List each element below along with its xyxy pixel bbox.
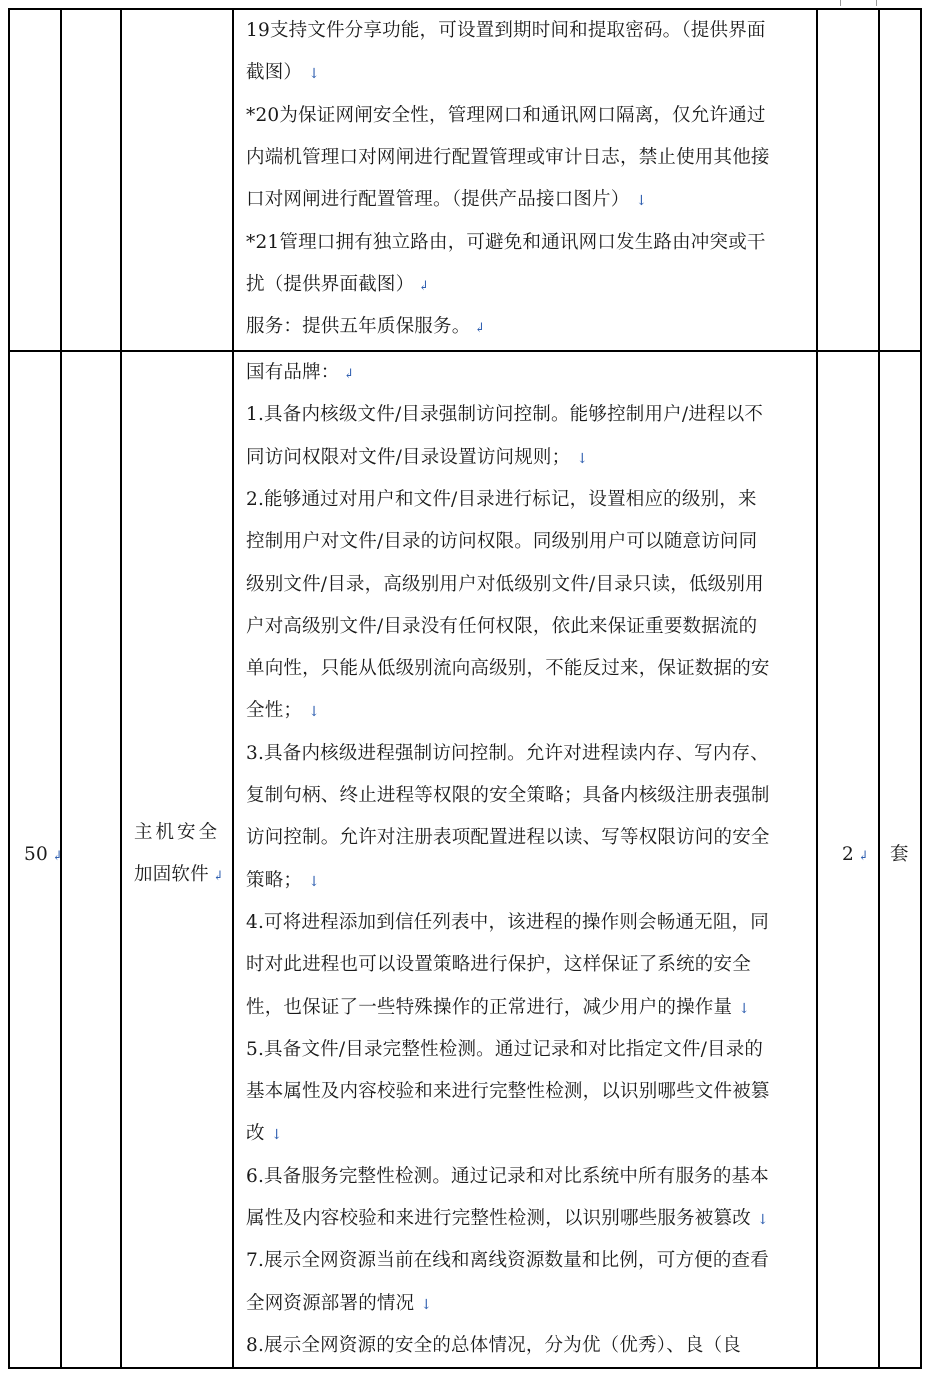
item-unit-value: 套 [890, 844, 909, 865]
requirement-text: 截图） [246, 62, 303, 84]
requirement-text: 全网资源部署的情况 [246, 1292, 415, 1314]
requirement-line [246, 690, 320, 733]
requirement-line [246, 817, 770, 859]
paragraph-mark-icon: ↲ [212, 869, 224, 885]
requirement-line [246, 944, 751, 986]
item-name [134, 812, 224, 899]
requirement-text: 级别文件/目录，高级别用户对低级别文件/目录只读，低级别用 [246, 573, 764, 595]
requirement-line [246, 352, 355, 396]
line-break-mark-icon: ↓ [576, 450, 589, 467]
requirement-text: 控制用户对文件/目录的访问权限。同级别用户可以随意访问同 [246, 531, 758, 553]
requirement-line [246, 437, 588, 480]
requirement-text: 复制句柄、终止进程等权限的安全策略；具备内核级注册表强制 [246, 785, 770, 806]
line-break-mark-icon: ↓ [308, 873, 321, 890]
requirement-text: 时对此进程也可以设置策略进行保护，这样保证了系统的安全 [246, 954, 751, 976]
requirement-line [246, 775, 770, 817]
requirement-text: 策略； [246, 869, 303, 891]
row-index [24, 834, 63, 878]
paragraph-mark-icon: ↲ [418, 278, 430, 294]
col-line [878, 8, 880, 1369]
line-break-mark-icon: ↓ [738, 1000, 751, 1017]
line-break-mark-icon: ↓ [308, 704, 321, 721]
requirement-text: 6.具备服务完整性检测。通过记录和对比系统中所有服务的基本 [246, 1165, 769, 1187]
requirement-line [246, 264, 429, 308]
item-unit [890, 834, 909, 876]
requirement-text: 服务：提供五年质保服务。 [246, 316, 471, 338]
requirement-text: 属性及内容校验和来进行完整性检测，以识别哪些服务被篡改 [246, 1208, 751, 1229]
col-line [816, 8, 818, 1369]
requirement-line [246, 52, 320, 95]
paragraph-mark-icon: ↲ [474, 321, 486, 337]
requirement-line [246, 1283, 432, 1326]
paragraph-mark-icon: ↲ [857, 849, 870, 864]
requirement-text: *21管理口拥有独立路由，可避免和通讯网口发生路由冲突或干 [246, 231, 766, 253]
col-line [920, 8, 922, 1369]
requirement-line [246, 1071, 770, 1113]
requirement-text: 1.具备内核级文件/目录强制访问控制。能够控制用户/进程以不 [246, 404, 764, 426]
requirement-text: 同访问权限对文件/目录设置访问规则； [246, 446, 571, 468]
item-name-line2: 加固软件 ↲ [134, 864, 224, 886]
page-edge-mark [876, 0, 877, 6]
requirement-line [246, 179, 647, 222]
item-qty-value: 2 [842, 844, 854, 865]
col-line [60, 8, 62, 1369]
requirement-text: 19支持文件分享功能，可设置到期时间和提取密码。（提供界面 [246, 20, 766, 41]
requirement-text: 单向性，只能从低级别流向高级别，不能反过来，保证数据的安 [246, 658, 770, 680]
item-qty [842, 834, 869, 878]
paragraph-mark-icon: ↲ [51, 849, 64, 864]
line-break-mark-icon: ↓ [420, 1296, 433, 1313]
requirement-line [246, 733, 769, 775]
requirement-line [246, 902, 769, 944]
line-break-mark-icon: ↓ [308, 66, 321, 83]
requirement-line [246, 10, 766, 52]
requirement-text: 基本属性及内容校验和来进行完整性检测，以识别哪些文件被篡 [246, 1081, 770, 1103]
requirement-line [246, 306, 486, 350]
requirement-line [246, 137, 770, 179]
line-break-mark-icon: ↓ [270, 1127, 283, 1144]
requirement-line [246, 1240, 769, 1282]
line-break-mark-icon: ↓ [635, 193, 648, 210]
requirement-text: 4.可将进程添加到信任列表中，该进程的操作则会畅通无阻，同 [246, 911, 769, 933]
paragraph-mark-icon: ↲ [343, 367, 355, 382]
item-name-line1: 主机安全 [134, 822, 221, 843]
requirement-text: *20为保证网闸安全性，管理网口和通讯网口隔离，仅允许通过 [246, 104, 766, 126]
requirement-text: 全性； [246, 700, 303, 722]
requirement-text: 访问控制。允许对注册表项配置进程以读、写等权限访问的安全 [246, 827, 770, 849]
requirement-line [246, 1029, 763, 1071]
requirement-text: 扰（提供界面截图） [246, 273, 415, 295]
row-index-value: 50 [24, 844, 48, 865]
requirement-line [246, 95, 766, 137]
requirement-text: 国有品牌： [246, 362, 340, 383]
requirement-line [246, 564, 764, 606]
requirement-line [246, 987, 750, 1030]
col-line [232, 8, 234, 1369]
table-border-bottom [8, 1367, 922, 1369]
requirement-text: 8.展示全网资源的安全的总体情况，分为优（优秀）、良（良 [246, 1334, 742, 1356]
requirement-text: 性，也保证了一些特殊操作的正常进行，减少用户的操作量 [246, 996, 733, 1018]
requirement-text: 改 [246, 1123, 265, 1145]
page-edge-mark [840, 0, 841, 6]
col-line [120, 8, 122, 1369]
requirement-text: 户对高级别文件/目录没有任何权限，依此来保证重要数据流的 [246, 615, 758, 637]
requirement-line [246, 1156, 769, 1198]
requirement-text: 2.能够通过对用户和文件/目录进行标记，设置相应的级别，来 [246, 488, 757, 510]
requirement-line [246, 648, 770, 690]
line-break-mark-icon: ↓ [756, 1212, 769, 1228]
requirement-line [246, 1325, 741, 1367]
col-line [8, 8, 10, 1369]
requirement-line [246, 479, 757, 521]
requirement-line [246, 1113, 283, 1156]
requirement-line [246, 606, 757, 648]
requirement-line [246, 521, 757, 563]
requirement-line [246, 394, 763, 436]
requirement-text: 口对网闸进行配置管理。（提供产品接口图片） [246, 189, 630, 211]
requirement-text: 内端机管理口对网闸进行配置管理或审计日志，禁止使用其他接 [246, 146, 770, 168]
requirement-text: 3.具备内核级进程强制访问控制。允许对进程读内存、写内存、 [246, 742, 769, 764]
requirement-text: 7.展示全网资源当前在线和离线资源数量和比例，可方便的查看 [246, 1250, 769, 1272]
requirement-line [246, 1198, 769, 1241]
requirement-line [246, 860, 320, 903]
requirement-line [246, 222, 766, 264]
requirement-text: 5.具备文件/目录完整性检测。通过记录和对比指定文件/目录的 [246, 1038, 764, 1060]
